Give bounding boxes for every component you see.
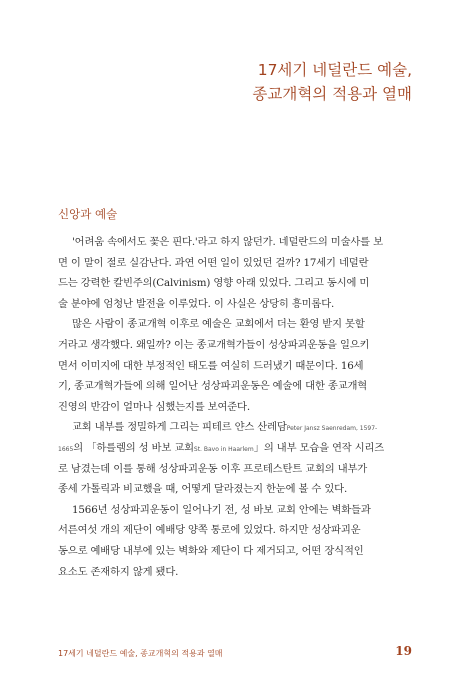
body-line: '어려움 속에서도 꽃은 핀다.'라고 하지 않던가. 네덜란드의 미술사를 보: [72, 236, 383, 248]
body-line: [58, 438, 410, 459]
body-line: 술 분야에 엄청난 발전을 이루었다. 이 사실은 상당히 흥미롭다.: [58, 297, 335, 310]
body-line: 면 이 말이 절로 실감난다. 과연 어떤 일이 있었던 걸까? 17세기 네덜란: [58, 256, 369, 269]
body-text-segment: 교회 내부를 정밀하게 그리는 피테르 얀스 산레담: [72, 421, 287, 434]
body-text-segment: 의 「하를렘의 성 바보 교회: [73, 441, 194, 454]
chapter-title-line1: 17세기 네덜란드 예술,: [257, 61, 412, 79]
footnote-gloss: 1665: [58, 445, 74, 453]
body-line: 로 남겼는데 이를 통해 성상파괴운동 이후 프로테스탄트 교회의 내부가: [58, 462, 368, 475]
footnote-gloss: Peter Jansz Saenredam, 1597-: [286, 425, 378, 433]
section-heading: 신앙과 예술: [58, 207, 118, 221]
body-line: 동으로 예배당 내부에 있는 벽화와 제단이 다 제거되고, 어떤 장식적인: [58, 544, 364, 557]
chapter-title-line2: 종교개혁의 적용과 열매: [252, 85, 412, 103]
body-line: 진영의 반감이 얼마나 심했는지를 보여준다.: [58, 400, 250, 413]
body-line: 많은 사람이 종교개혁 이후로 예술은 교회에서 더는 환영 받지 못할: [72, 318, 365, 331]
body-line: 거라고 생각했다. 왜일까? 이는 종교개혁가들이 성상파괴운동을 일으키: [58, 338, 370, 351]
body-line: 요소도 존재하지 않게 됐다.: [58, 565, 179, 578]
body-line: 기, 종교개혁가들에 의해 일어난 성상파괴운동은 예술에 대한 종교개혁: [58, 380, 368, 393]
body-line: 1566년 성상파괴운동이 일어나기 전, 성 바보 교회 안에는 벽화들과: [72, 503, 371, 516]
body-line: [58, 417, 410, 438]
body-text: [58, 232, 410, 582]
page-number: 19: [395, 644, 412, 658]
body-line: 종세 가톨릭과 비교했을 때, 어떻게 달라졌는지 한눈에 볼 수 있다.: [58, 483, 348, 496]
chapter-title: [152, 58, 412, 106]
body-line: 면서 이미지에 대한 부정적인 태도를 여실히 드러냈기 때문이다. 16세: [58, 359, 364, 372]
footnote-gloss: St. Bavo in Haarlem: [193, 445, 254, 453]
body-line: 서른여섯 개의 제단이 예배당 양쪽 통로에 있었다. 하지만 성상파괴운: [58, 524, 361, 537]
body-line: 드는 강력한 칼빈주의(Calvinism) 영향 아래 있었다. 그리고 동시에 미: [58, 277, 370, 290]
running-footer: 17세기 네덜란드 예술, 종교개혁의 적용과 열매: [58, 649, 223, 658]
body-text-segment: 」의 내부 모습을 연작 시리즈: [253, 441, 385, 454]
